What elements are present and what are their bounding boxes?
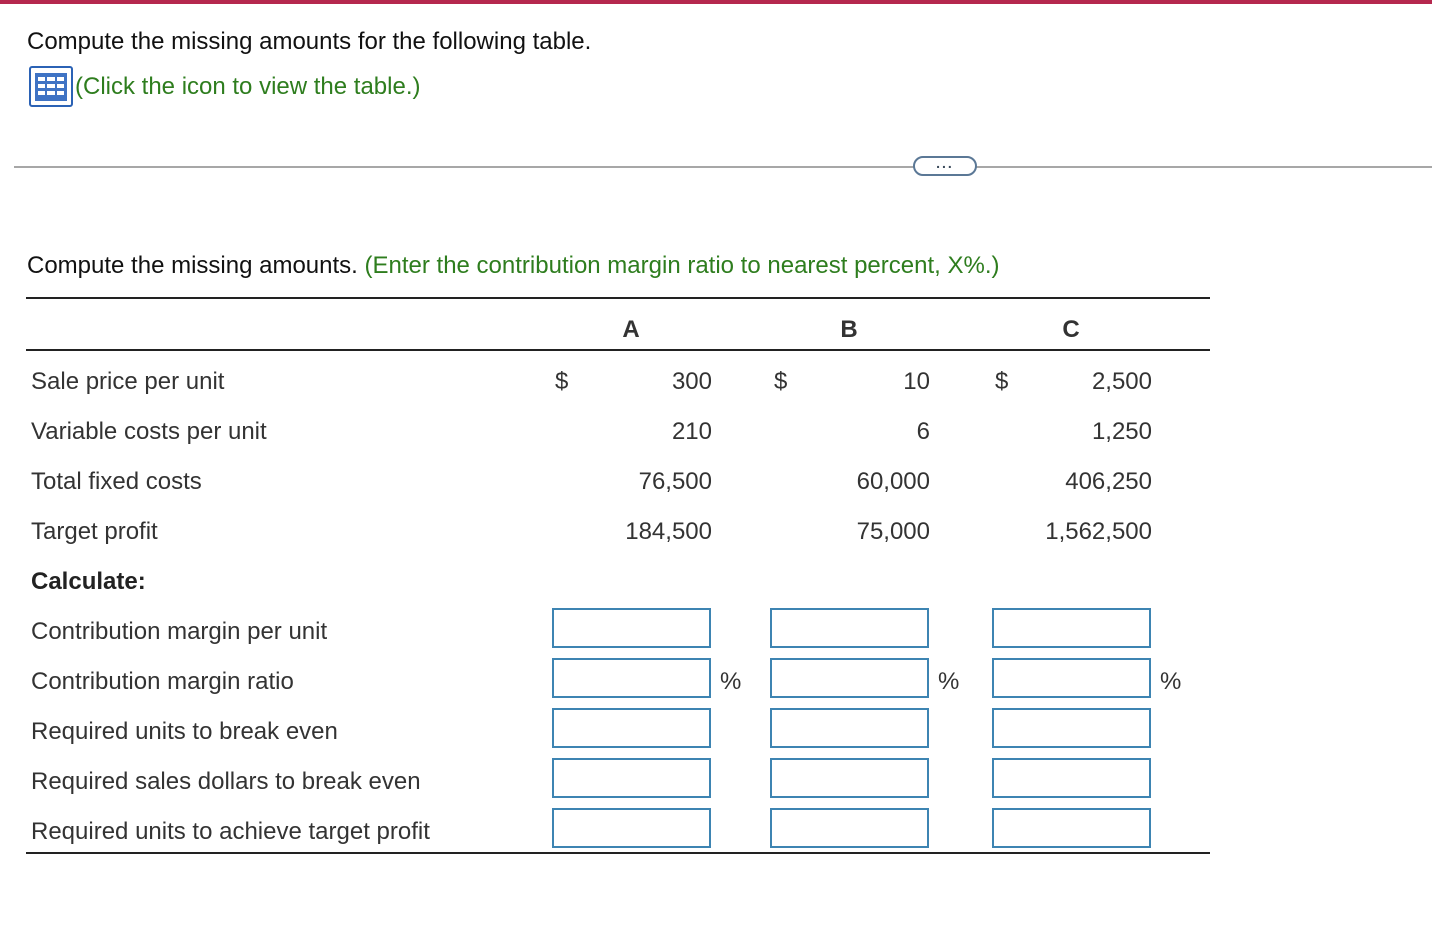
row-label-sale-price: Sale price per unit bbox=[31, 368, 225, 395]
column-header-a: A bbox=[622, 316, 640, 343]
view-table-link[interactable] bbox=[29, 66, 420, 107]
instruction-text bbox=[27, 252, 999, 280]
row-label-target-units: Required units to achieve target profit bbox=[31, 818, 430, 845]
value-c-fixed-costs: 406,250 bbox=[1065, 468, 1152, 495]
table-icon[interactable] bbox=[29, 66, 73, 107]
currency-symbol-a: $ bbox=[555, 368, 569, 395]
column-header-c: C bbox=[1062, 316, 1080, 343]
top-accent-bar bbox=[0, 0, 1432, 4]
value-c-target-profit: 1,562,500 bbox=[1045, 518, 1152, 545]
percent-symbol-c: % bbox=[1160, 668, 1182, 695]
cm-per-unit-c-input[interactable] bbox=[992, 608, 1151, 648]
ellipsis-icon: ... bbox=[936, 155, 954, 171]
value-a-fixed-costs: 76,500 bbox=[638, 468, 712, 495]
value-b-target-profit: 75,000 bbox=[856, 518, 930, 545]
target-units-c-input[interactable] bbox=[992, 808, 1151, 848]
expand-button[interactable] bbox=[913, 156, 977, 176]
be-sales-a-input[interactable] bbox=[552, 758, 711, 798]
row-label-fixed-costs: Total fixed costs bbox=[31, 468, 202, 495]
row-label-variable-costs: Variable costs per unit bbox=[31, 418, 267, 445]
row-label-be-sales: Required sales dollars to break even bbox=[31, 768, 421, 795]
value-a-variable-costs: 210 bbox=[671, 418, 712, 445]
be-units-b-input[interactable] bbox=[770, 708, 929, 748]
target-units-a-input[interactable] bbox=[552, 808, 711, 848]
instruction-hint: (Enter the contribution margin ratio to nearest percent, X%.) bbox=[364, 252, 1000, 279]
row-label-target-profit: Target profit bbox=[31, 518, 158, 545]
be-sales-c-input[interactable] bbox=[992, 758, 1151, 798]
be-units-c-input[interactable] bbox=[992, 708, 1151, 748]
value-a-sale-price: 300 bbox=[671, 368, 712, 395]
value-c-variable-costs: 1,250 bbox=[1091, 418, 1152, 445]
cm-ratio-c-input[interactable] bbox=[992, 658, 1151, 698]
percent-symbol-a: % bbox=[720, 668, 742, 695]
target-units-b-input[interactable] bbox=[770, 808, 929, 848]
cm-ratio-a-input[interactable] bbox=[552, 658, 711, 698]
column-header-b: B bbox=[840, 316, 858, 343]
table-top-rule bbox=[26, 297, 1210, 299]
value-b-variable-costs: 6 bbox=[916, 418, 930, 445]
value-b-sale-price: 10 bbox=[903, 368, 930, 395]
instruction-main: Compute the missing amounts. bbox=[27, 252, 358, 279]
table-bottom-rule bbox=[26, 852, 1210, 854]
value-a-target-profit: 184,500 bbox=[625, 518, 712, 545]
currency-symbol-b: $ bbox=[774, 368, 788, 395]
question-intro: Compute the missing amounts for the following table. bbox=[27, 28, 592, 55]
value-c-sale-price: 2,500 bbox=[1091, 368, 1152, 395]
currency-symbol-c: $ bbox=[995, 368, 1009, 395]
cm-per-unit-a-input[interactable] bbox=[552, 608, 711, 648]
calculate-heading: Calculate: bbox=[31, 568, 146, 595]
cm-per-unit-b-input[interactable] bbox=[770, 608, 929, 648]
view-table-link-text[interactable]: (Click the icon to view the table.) bbox=[75, 72, 421, 100]
row-label-cm-per-unit: Contribution margin per unit bbox=[31, 618, 328, 645]
table-header-rule bbox=[26, 349, 1210, 351]
row-label-cm-ratio: Contribution margin ratio bbox=[31, 668, 294, 695]
be-units-a-input[interactable] bbox=[552, 708, 711, 748]
section-divider bbox=[14, 166, 1432, 168]
row-label-be-units: Required units to break even bbox=[31, 718, 338, 745]
cm-ratio-b-input[interactable] bbox=[770, 658, 929, 698]
be-sales-b-input[interactable] bbox=[770, 758, 929, 798]
value-b-fixed-costs: 60,000 bbox=[856, 468, 930, 495]
percent-symbol-b: % bbox=[938, 668, 960, 695]
